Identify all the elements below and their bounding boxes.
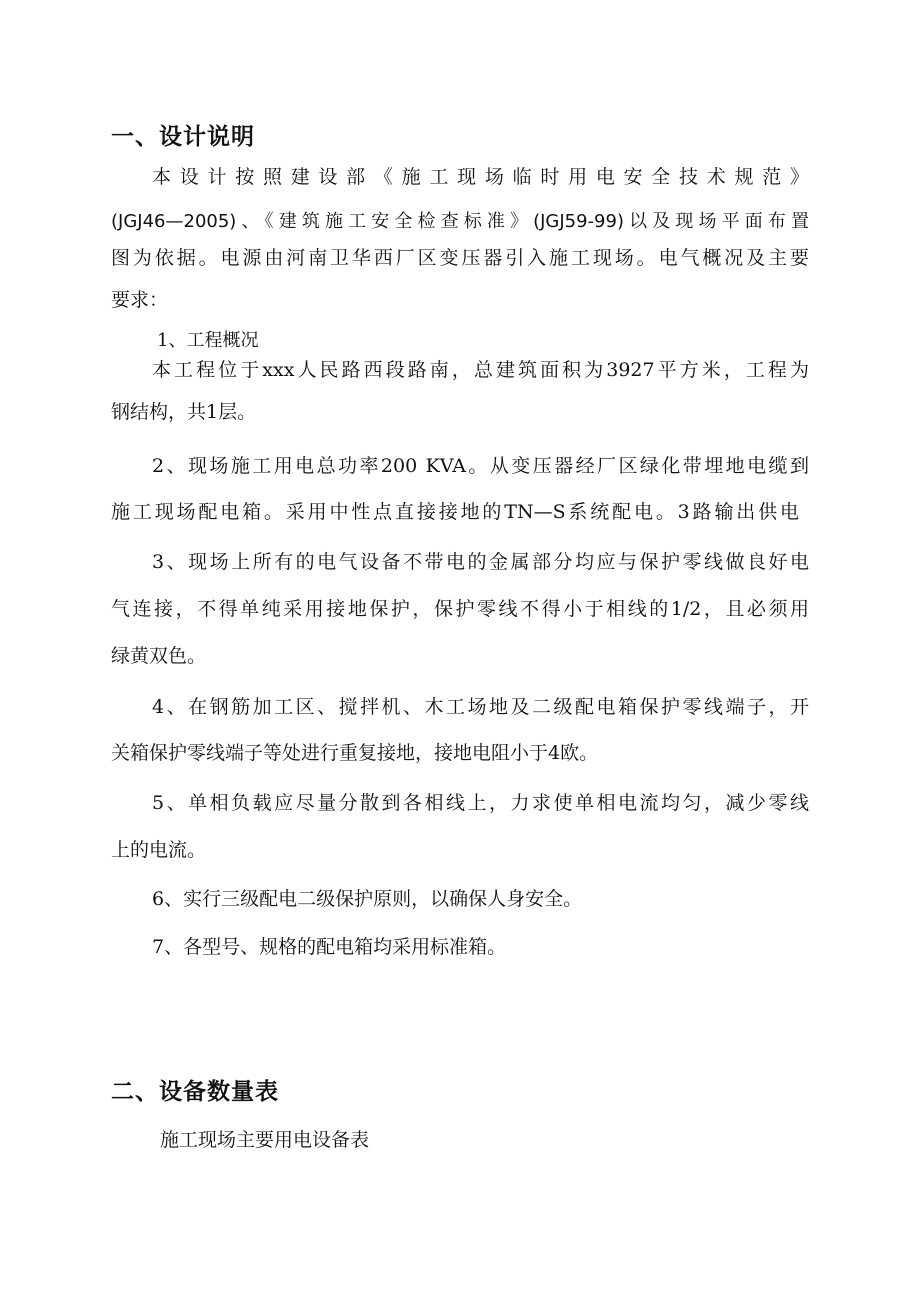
section-heading-equipment-table: 二、设备数量表	[111, 1079, 279, 1105]
item-5-line-1: 5、单相负载应尽量分散到各相线上，力求使单相电流均匀，减少零线	[152, 792, 809, 814]
item-3-line-1: 3、现场上所有的电气设备不带电的金属部分均应与保护零线做良好电	[152, 551, 809, 573]
intro-line-2: (JGJ46—2005)、《建筑施工安全检查标准》(JGJ59-99)以及现场平面布置	[111, 211, 809, 232]
equipment-table-subtitle: 施工现场主要用电设备表	[160, 1129, 370, 1151]
item-6-line: 6、实行三级配电二级保护原则，以确保人身安全。	[152, 888, 583, 910]
item-2-line-2: 施工现场配电箱。采用中性点直接接地的TN—S系统配电。3路输出供电	[111, 501, 799, 523]
intro-line-1: 本设计按照建设部《施工现场临时用电安全技术规范》	[152, 166, 809, 188]
item-5-line-2: 上的电流。	[111, 839, 207, 861]
item-2-line-1: 2、现场施工用电总功率200 KVA。从变压器经厂区绿化带埋地电缆到	[152, 455, 809, 477]
section-heading-design-notes: 一、设计说明	[111, 124, 255, 150]
item-1-line-1: 本工程位于xxx人民路西段路南，总建筑面积为3927平方米，工程为	[152, 359, 809, 381]
intro-line-3: 图为依据。电源由河南卫华西厂区变压器引入施工现场。电气概况及主要	[111, 247, 809, 269]
intro-line-4: 要求：	[111, 289, 169, 311]
item-4-line-1: 4、在钢筋加工区、搅拌机、木工场地及二级配电箱保护零线端子，开	[152, 696, 809, 718]
item-1-title: 1、工程概况	[157, 330, 259, 351]
item-4-line-2: 关箱保护零线端子等处进行重复接地，接地电阻小于4欧。	[111, 742, 599, 764]
item-3-line-3: 绿黄双色。	[111, 645, 207, 667]
item-7-line: 7、各型号、规格的配电箱均采用标准箱。	[152, 936, 507, 958]
item-1-line-2: 钢结构，共1层。	[111, 401, 257, 423]
item-3-line-2: 气连接，不得单纯采用接地保护，保护零线不得小于相线的1/2，且必须用	[111, 598, 809, 620]
